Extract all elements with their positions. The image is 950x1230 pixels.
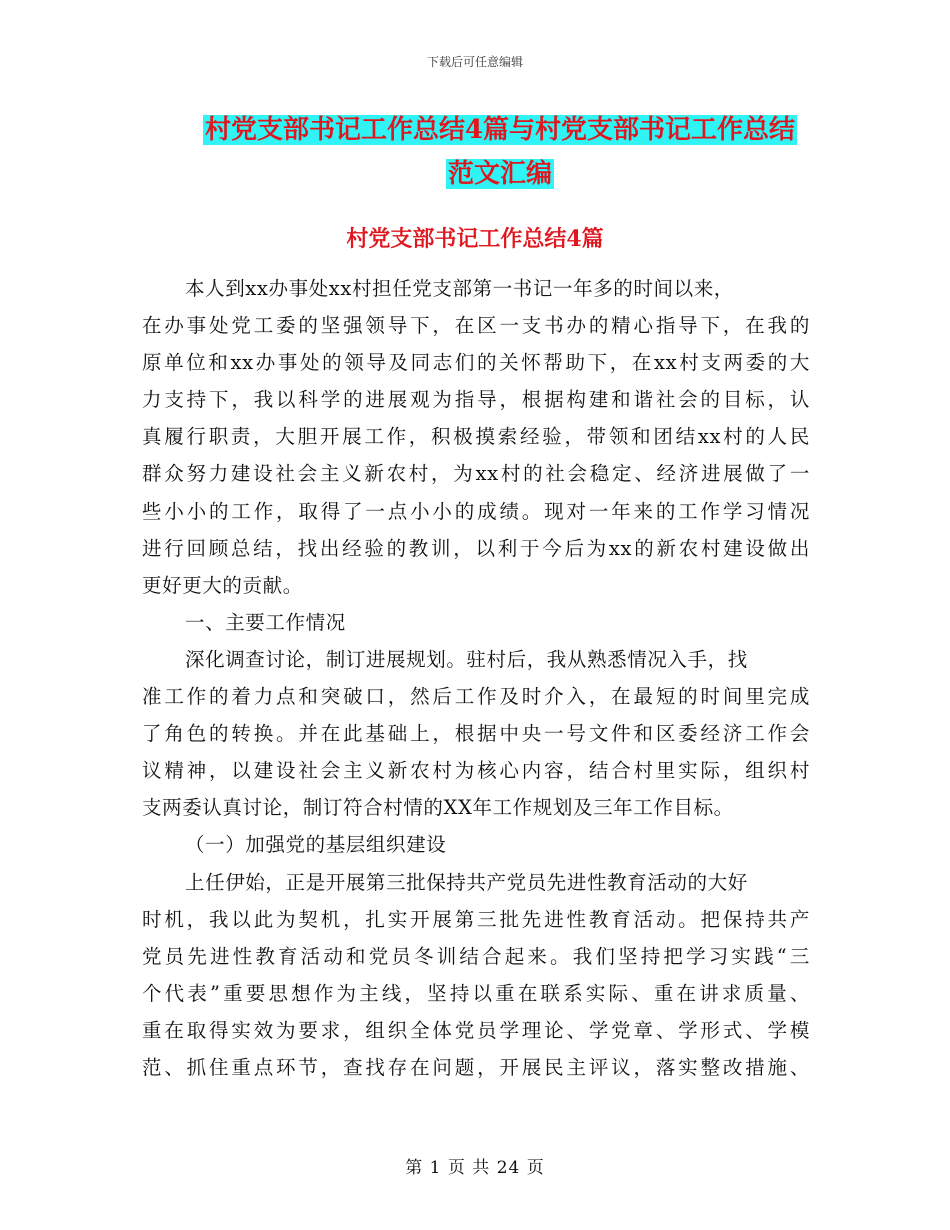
paragraph-line: 更好更大的贡献。 [142,573,303,597]
page-number: 第 1 页 共 24 页 [405,1158,545,1178]
paragraph-line: 时机，我以此为契机，扎实开展第三批先进性教育活动。把保持共产 [142,907,810,931]
paragraph-line: 范、抓住重点环节，查找存在问题，开展民主评议，落实整改措施、 [142,1055,810,1079]
paragraph-line: 力支持下，我以科学的进展观为指导，根据构建和谐社会的目标，认 [142,388,810,412]
paragraph-line: 深化调查讨论，制订进展规划。驻村后，我从熟悉情况入手，找 [185,647,748,671]
body-text [142,270,810,1086]
paragraph-line: 真履行职责，大胆开展工作，积极摸索经验，带领和团结xx村的人民 [142,425,810,449]
document-title-line-2: 范文汇编 [447,159,552,189]
paragraph-line: 些小小的工作，取得了一点小小的成绩。现对一年来的工作学习情况 [142,499,810,523]
paragraph-line: 议精神，以建设社会主义新农村为核心内容，结合村里实际，组织村 [142,759,810,783]
document-title-line-1: 村党支部书记工作总结4篇与村党支部书记工作总结 [204,115,796,145]
paragraph-line: 原单位和xx办事处的领导及同志们的关怀帮助下，在xx村支两委的大 [142,351,810,375]
section-title: 村党支部书记工作总结4篇 [346,226,604,252]
paragraph-line: 群众努力建设社会主义新农村，为xx村的社会稳定、经济进展做了一 [142,462,810,486]
document-title [140,108,860,196]
paragraph-line: 准工作的着力点和突破口，然后工作及时介入，在最短的时间里完成 [142,685,810,709]
paragraph-line: 个代表”重要思想作为主线，坚持以重在联系实际、重在讲求质量、 [142,981,810,1005]
paragraph-line: 上任伊始，正是开展第三批保持共产党员先进性教育活动的大好 [185,870,748,894]
subheading-line: （一）加强党的基层组织建设 [185,833,447,857]
download-note: 下载后可任意编辑 [426,55,523,69]
paragraph-line: 重在取得实效为要求，组织全体党员学理论、学党章、学形式、学模 [142,1018,810,1042]
subheading-line: 一、主要工作情况 [185,610,346,634]
paragraph-line: 进行回顾总结，找出经验的教训，以利于今后为xx的新农村建设做出 [142,536,810,560]
paragraph-line: 党员先进性教育活动和党员冬训结合起来。我们坚持把学习实践“三 [142,944,810,968]
paragraph-line: 在办事处党工委的坚强领导下，在区一支书办的精心指导下，在我的 [142,314,810,338]
paragraph-line: 支两委认真讨论，制订符合村情的XX年工作规划及三年工作目标。 [142,796,734,820]
paragraph-line: 了角色的转换。并在此基础上，根据中央一号文件和区委经济工作会 [142,722,810,746]
paragraph-line: 本人到xx办事处xx村担任党支部第一书记一年多的时间以来， [185,277,734,300]
